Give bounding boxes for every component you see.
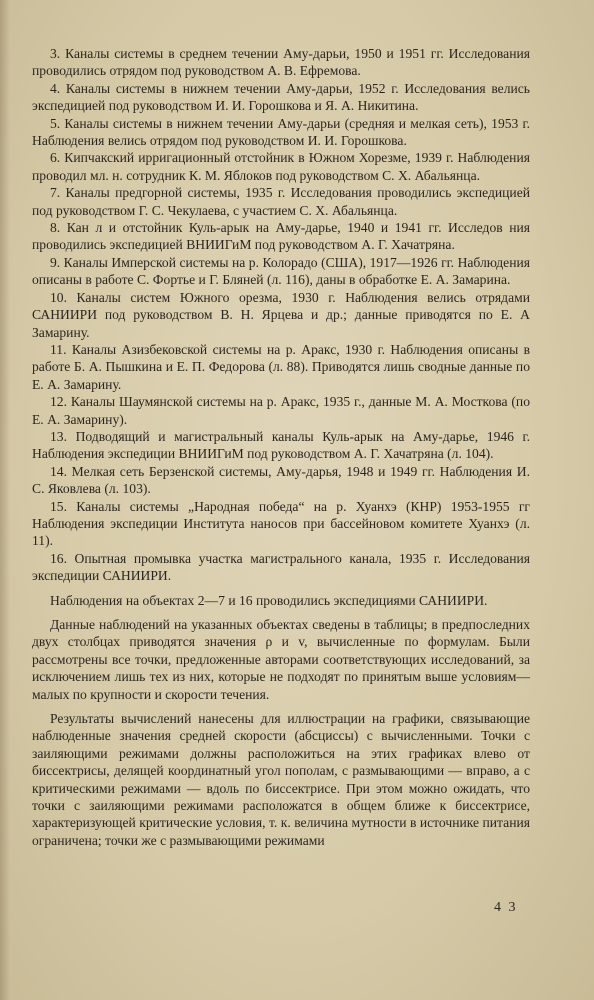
page-fold-shadow bbox=[0, 0, 10, 1000]
list-item-6: 6. Кипчакский ирригационный отстойник в Южном Хорезме, 1939 г. Наблюдения проводил мл. н. сотрудник К. М. Яблоков под руководством С. Х. Абальянца. bbox=[32, 150, 530, 183]
list-item-5: 5. Каналы системы в нижнем течении Аму-дарьи (средняя и мелкая сеть), 1953 г. Наблюдения велись отрядом под руководством И. И. Горошкова. bbox=[32, 115, 530, 149]
list-item-15: 15. Каналы системы „Народная победа“ на р. Хуанхэ (КНР) 1953-1955 гг Наблюдения экспедиции Института наносов при бассейновом комитете Хуанхэ (л. 11). bbox=[32, 498, 530, 549]
list-item-12: 12. Каналы Шаумянской системы на р. Аракс, 1935 г., данные М. А. Мосткова (по Е. А. Замарину). bbox=[32, 394, 530, 427]
list-item-14: 14. Мелкая сеть Берзенской системы, Аму-дарья, 1948 и 1949 гг. Наблюдения И. С. Яковлева (л. 103). bbox=[32, 463, 530, 497]
body-text bbox=[32, 45, 530, 849]
list-item-10: 10. Каналы систем Южного орезма, 1930 г. Наблюдения велись отрядами САНИИРИ под руководством В. Н. Ярцева и др.; данные приводятся по Е. А Замарину. bbox=[32, 289, 530, 340]
list-item-4: 4. Каналы системы в нижнем течении Аму-дарьи, 1952 г. Исследования велись экспедицией под руководством И. И. Горошкова и Я. А. Никитина. bbox=[32, 80, 530, 114]
list-item-3: 3. Каналы системы в среднем течении Аму-дарьи, 1950 и 1951 гг. Исследования проводились отрядом под руководством А. В. Ефремова. bbox=[32, 46, 530, 79]
list-item-7: 7. Каналы предгорной системы, 1935 г. Исследования проводились экспедицией под руководством Г. С. Чекулаева, с участием С. Х. Абальянца. bbox=[32, 185, 530, 218]
list-item-16: 16. Опытная промывка участка магистрального канала, 1935 г. Исследования экспедиции САНИИРИ. bbox=[32, 550, 530, 584]
paragraph-results: Результаты вычислений нанесены для иллюстрации на графики, связывающие наблюденные значения средней скорости (абсциссы) с вычисленными. Точки с заиляющими режимами должны расположиться на этих графиках влево от биссектрисы, делящей координатный угол пополам, с размывающими — вправо, а с критическими режимами — вдоль по биссектрисе. При этом можно ожидать, что точки с заиляющими режимами расположатся в общем ближе к биссектрисе, характеризующей критические условия, т. к. величина мутности в источнике питания ограничена; точки же с размывающими режимами bbox=[32, 711, 530, 848]
list-item-11: 11. Каналы Азизбековской системы на р. Аракс, 1930 г. Наблюдения описаны в работе Б. А. Пышкина и Е. П. Федорова (л. 88). Приводятся лишь сводные данные по Е. А. Замарину. bbox=[32, 341, 530, 392]
page-number: 4 3 bbox=[494, 900, 518, 915]
paragraph-observations-note: Наблюдения на объектах 2—7 и 16 проводились экспедициями САНИИРИ. bbox=[50, 592, 488, 608]
list-item-13: 13. Подводящий и магистральный каналы Куль-арык на Аму-дарье, 1946 г. Наблюдения экспедиции ВНИИГиМ под руководством А. Г. Хачатряна (л. 104). bbox=[32, 428, 530, 462]
list-item-8: 8. Кан л и отстойник Куль-арык на Аму-дарье, 1940 и 1941 гг. Исследов ния проводились экспедицией ВНИИГиМ под руководством А. Г. Хачатряна. bbox=[32, 220, 530, 253]
paragraph-data-summary: Данные наблюдений на указанных объектах сведены в таблицы; в предпоследних двух столбцах приводятся значения ρ и v, вычисленные по формулам. Были рассмотрены все точки, предложенные авторами соответствующих исследований, за исключением лишь тех из них, которые не подходят по принятым выше условиям— малых по крупности и скорости течения. bbox=[32, 617, 530, 702]
list-item-9: 9. Каналы Имперской системы на р. Колорадо (США), 1917—1926 гг. Наблюдения описаны в работе С. Фортье и Г. Бляней (л. 116), даны в обработке Е. А. Замарина. bbox=[32, 254, 530, 288]
